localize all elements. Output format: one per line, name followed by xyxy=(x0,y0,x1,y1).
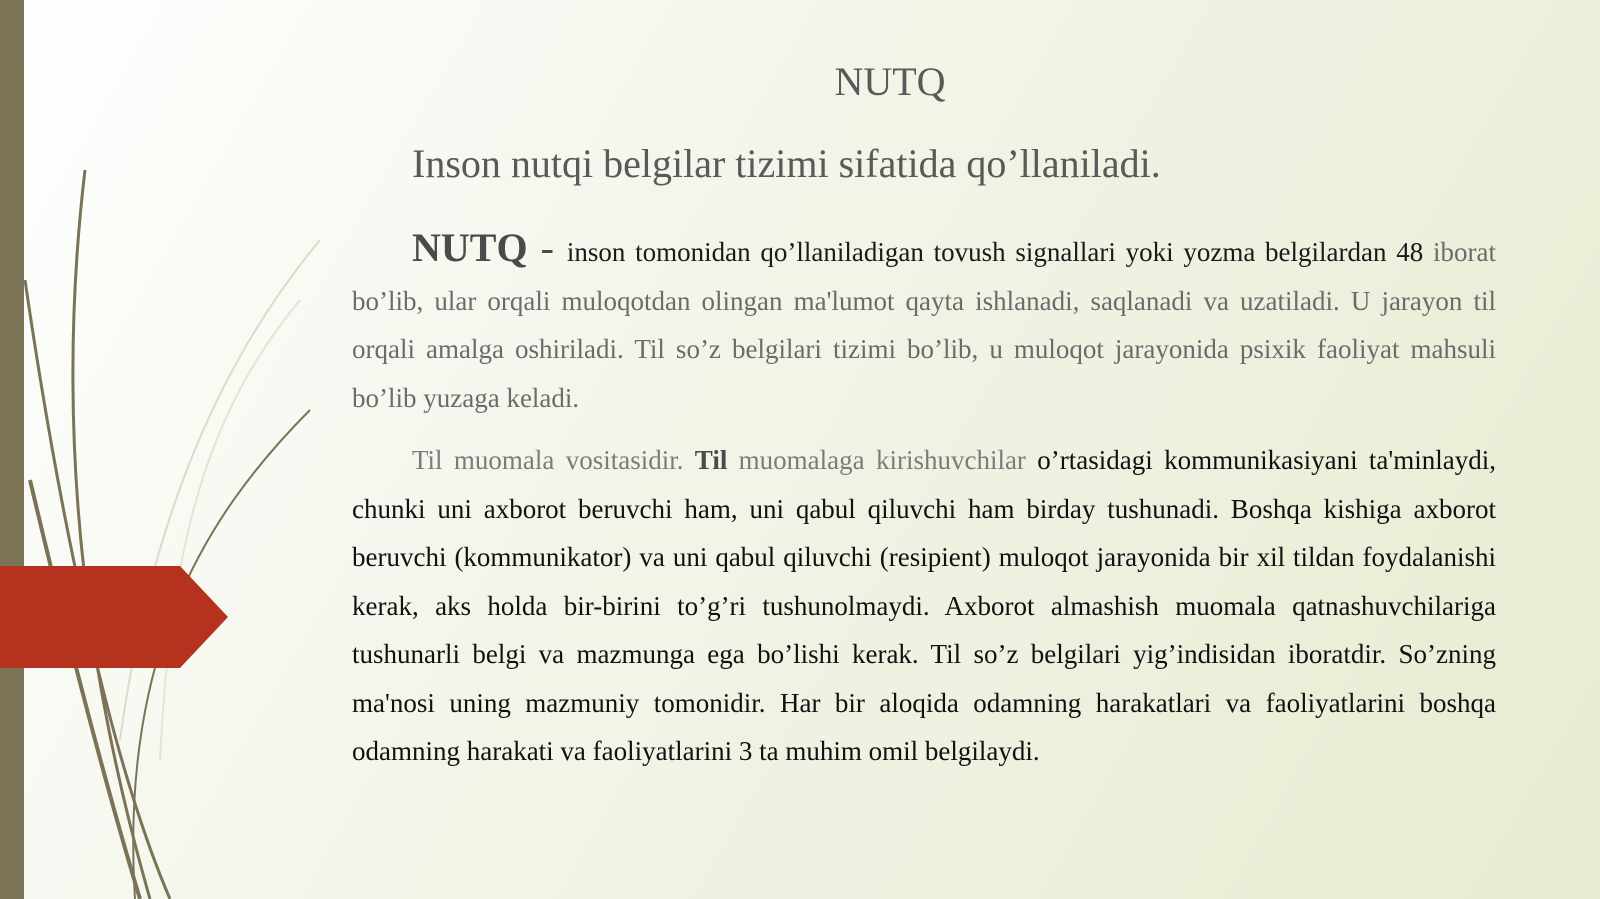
slide-title: NUTQ xyxy=(834,59,946,104)
paragraph-definition xyxy=(352,224,1496,422)
slide-subtitle: Inson nutqi belgilar tizimi sifatida qo’llaniladi. xyxy=(412,141,1161,186)
term-dash: - xyxy=(527,225,567,270)
til-mid: muomalaga kirishuvchilar xyxy=(727,445,1038,475)
til-bold: Til xyxy=(694,445,728,475)
slide-body xyxy=(352,224,1496,776)
til-rest: o’rtasidagi kommunikasiyani ta'minlaydi, chunki uni axborot beruvchi ham, uni qabul qiluvchi ham birday tushunadi. Boshqa kishiga axborot beruvchi (kommunikator) va uni qabul qiluvchi (resipient) muloqot jarayonida bir xil tildan foydalanishi kerak, aks holda bir-birini to’g’ri tushunolmaydi. Axborot almashish muomala qatnashuvchilariga tushunarli belgi va mazmunga ega bo’lishi kerak. Til so’z belgilari yig’indisidan iboratdir. So’zning ma'nosi uning mazmuniy tomonidir. Har bir aloqida odamning harakatlari va faoliyatlarini boshqa odamning harakati va faoliyatlarini 3 ta muhim omil belgilaydi. xyxy=(352,445,1496,766)
red-arrow-shape xyxy=(0,566,230,668)
decorative-curves xyxy=(0,0,340,899)
definition-rest: iborat bo’lib, ular orqali muloqotdan olingan ma'lumot qayta ishlanadi, saqlanadi va uzatiladi. U jarayon til orqali amalga oshiriladi. Til so’z belgilari tizimi bo’lib, u muloqot jarayonida psixik faoliyat mahsuli bo’lib yuzaga keladi. xyxy=(352,237,1496,413)
slide-number: 48 xyxy=(1396,237,1424,267)
til-intro: Til muomala vositasidir. xyxy=(412,445,695,475)
definition-lead: inson tomonidan qo’llaniladigan tovush signallari yoki yozma belgilardan xyxy=(566,237,1397,267)
paragraph-til xyxy=(352,436,1496,776)
term-nutq: NUTQ xyxy=(412,225,528,270)
